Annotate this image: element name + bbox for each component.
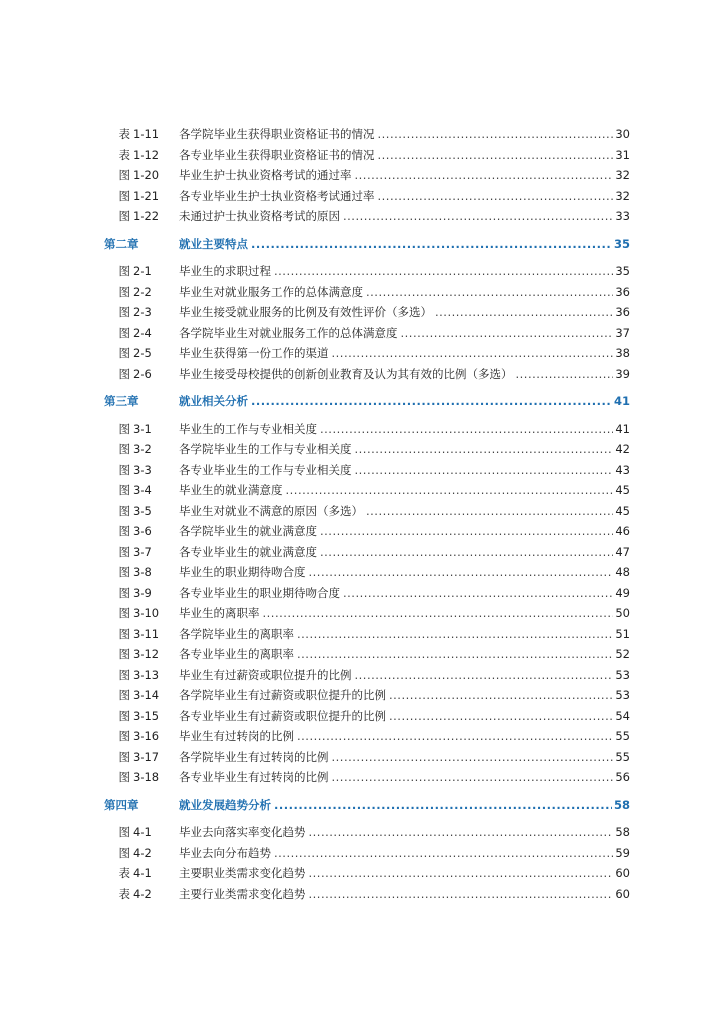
entry-kind: 图 (118, 188, 130, 203)
toc-entry[interactable] (104, 822, 630, 843)
entry-label (104, 501, 179, 522)
toc-entry[interactable] (104, 767, 630, 788)
entry-label (104, 165, 179, 186)
entry-title: 毕业生有过薪资或职位提升的比例 (179, 667, 352, 682)
dot-leader (343, 583, 613, 604)
entry-label (104, 726, 179, 747)
entry-number: 3-16 (133, 729, 160, 743)
entry-title: 主要行业类需求变化趋势 (179, 886, 306, 901)
toc-entry[interactable] (104, 726, 630, 747)
entry-number: 3-11 (133, 626, 160, 641)
entry-number: 4-1 (133, 866, 152, 880)
toc-entry[interactable] (104, 542, 630, 563)
entry-kind: 图 (118, 366, 130, 381)
entry-kind: 图 (118, 264, 130, 278)
entry-label (104, 419, 179, 440)
entry-kind: 表 (118, 147, 130, 162)
dot-leader (343, 206, 613, 227)
entry-label (104, 343, 179, 364)
entry-kind: 图 (118, 565, 130, 579)
entry-page-number: 56 (615, 770, 630, 784)
dot-leader (251, 234, 612, 255)
toc-entry[interactable] (104, 884, 630, 905)
entry-kind: 图 (118, 585, 130, 600)
dot-leader (366, 501, 613, 522)
chapter-page-number: 41 (613, 394, 630, 408)
entry-kind: 图 (118, 421, 130, 436)
entry-title: 各专业毕业生的离职率 (179, 647, 294, 661)
chapter-title: 就业主要特点 (179, 236, 248, 251)
entry-page-number: 39 (615, 366, 630, 381)
entry-number: 3-10 (133, 606, 160, 620)
entry-label (104, 323, 179, 344)
entry-title: 各学院毕业生的离职率 (179, 626, 294, 641)
dot-leader (309, 863, 614, 884)
entry-page-number: 52 (615, 647, 630, 661)
dot-leader (274, 795, 612, 816)
entry-kind: 图 (118, 667, 130, 682)
toc-entry[interactable] (104, 644, 630, 665)
dot-leader (297, 726, 613, 747)
entry-label (104, 124, 179, 145)
entry-kind: 图 (118, 524, 130, 538)
entry-number: 3-9 (133, 585, 152, 600)
entry-title: 各学院毕业生获得职业资格证书的情况 (179, 127, 375, 141)
entry-page-number: 46 (615, 524, 630, 538)
dot-leader (286, 480, 614, 501)
toc-entry[interactable] (104, 165, 630, 186)
entry-page-number: 53 (615, 688, 630, 702)
entry-title: 各学院毕业生的就业满意度 (179, 524, 317, 538)
entry-kind: 图 (118, 647, 130, 661)
dot-leader (297, 624, 613, 645)
dot-leader (389, 685, 613, 706)
entry-number: 3-3 (133, 462, 152, 477)
chapter-label: 第四章 (104, 797, 139, 812)
toc-entry[interactable] (104, 206, 630, 227)
dot-leader (332, 747, 614, 768)
entry-kind: 图 (118, 305, 130, 319)
toc-entry[interactable] (104, 603, 630, 624)
toc-entry[interactable] (104, 124, 630, 145)
entry-page-number: 41 (615, 421, 630, 436)
entry-title: 毕业生获得第一份工作的渠道 (179, 346, 329, 360)
entry-page-number: 42 (615, 442, 630, 456)
entry-title: 毕业生的离职率 (179, 606, 260, 620)
dot-leader (320, 521, 613, 542)
entry-page-number: 59 (615, 845, 630, 860)
entry-title: 主要职业类需求变化趋势 (179, 866, 306, 880)
chapter-title: 就业相关分析 (179, 394, 248, 408)
entry-label (104, 542, 179, 563)
toc-entry[interactable] (104, 186, 630, 207)
entry-label (104, 206, 179, 227)
entry-number: 3-1 (133, 421, 152, 436)
entry-kind: 图 (118, 325, 130, 340)
dot-leader (401, 323, 614, 344)
entry-kind: 图 (118, 346, 130, 360)
dot-leader (274, 843, 613, 864)
entry-page-number: 51 (615, 626, 630, 641)
entry-number: 3-6 (133, 524, 152, 538)
entry-number: 1-20 (133, 168, 160, 182)
entry-title: 毕业生的求职过程 (179, 264, 271, 278)
dot-leader (309, 562, 614, 583)
entry-page-number: 30 (615, 127, 630, 141)
entry-number: 1-21 (133, 188, 160, 203)
entry-number: 2-4 (133, 325, 152, 340)
dot-leader (378, 186, 614, 207)
entry-label (104, 863, 179, 884)
toc-entry[interactable] (104, 480, 630, 501)
dot-leader (320, 419, 613, 440)
entry-title: 各专业毕业生的职业期待吻合度 (179, 585, 340, 600)
dot-leader (332, 343, 614, 364)
dot-leader (516, 364, 614, 385)
entry-title: 各学院毕业生有过转岗的比例 (179, 749, 329, 764)
entry-label (104, 460, 179, 481)
entry-kind: 图 (118, 209, 130, 223)
entry-kind: 图 (118, 749, 130, 764)
toc-entry[interactable] (104, 145, 630, 166)
entry-page-number: 55 (615, 749, 630, 764)
entry-number: 3-12 (133, 647, 160, 661)
toc-entry[interactable] (104, 843, 630, 864)
entry-kind: 图 (118, 729, 130, 743)
entry-number: 3-7 (133, 544, 152, 559)
toc-entry[interactable] (104, 439, 630, 460)
entry-kind: 图 (118, 442, 130, 456)
entry-kind: 图 (118, 825, 130, 839)
entry-page-number: 50 (615, 606, 630, 620)
toc-entry[interactable] (104, 282, 630, 303)
toc-entry[interactable] (104, 323, 630, 344)
entry-number: 3-2 (133, 442, 152, 456)
chapter-heading[interactable] (104, 234, 630, 255)
entry-page-number: 33 (615, 209, 630, 223)
entry-label (104, 747, 179, 768)
dot-leader (355, 439, 614, 460)
entry-page-number: 36 (615, 284, 630, 299)
entry-number: 3-14 (133, 688, 160, 702)
toc-entry[interactable] (104, 624, 630, 645)
entry-label (104, 665, 179, 686)
entry-label (104, 480, 179, 501)
entry-page-number: 31 (615, 147, 630, 162)
toc-entry[interactable] (104, 665, 630, 686)
entry-title: 毕业去向落实率变化趋势 (179, 825, 306, 839)
chapter-heading[interactable] (104, 795, 630, 816)
entry-label (104, 562, 179, 583)
toc-entry[interactable] (104, 501, 630, 522)
dot-leader (366, 282, 613, 303)
toc-entry[interactable] (104, 521, 630, 542)
entry-label (104, 302, 179, 323)
entry-number: 3-13 (133, 667, 160, 682)
toc-entry[interactable] (104, 562, 630, 583)
entry-kind: 表 (118, 866, 130, 880)
entry-title: 毕业生的工作与专业相关度 (179, 421, 317, 436)
chapter-page-number: 58 (613, 797, 630, 812)
entry-page-number: 38 (615, 346, 630, 360)
entry-number: 3-4 (133, 483, 152, 497)
entry-number: 3-15 (133, 708, 160, 723)
entry-kind: 图 (118, 462, 130, 477)
dot-leader (378, 124, 614, 145)
dot-leader (378, 145, 614, 166)
entry-page-number: 32 (615, 188, 630, 203)
entry-label (104, 884, 179, 905)
dot-leader (355, 460, 614, 481)
entry-title: 毕业生接受母校提供的创新创业教育及认为其有效的比例（多选） (179, 366, 513, 381)
dot-leader (251, 391, 612, 412)
entry-kind: 图 (118, 284, 130, 299)
entry-label (104, 603, 179, 624)
entry-number: 3-18 (133, 770, 160, 784)
entry-title: 毕业生护士执业资格考试的通过率 (179, 168, 352, 182)
entry-title: 毕业生对就业服务工作的总体满意度 (179, 284, 363, 299)
entry-number: 3-8 (133, 565, 152, 579)
toc-entry[interactable] (104, 419, 630, 440)
entry-kind: 图 (118, 503, 130, 518)
entry-number: 4-2 (133, 845, 152, 860)
entry-page-number: 53 (615, 667, 630, 682)
entry-title: 毕业生对就业不满意的原因（多选） (179, 503, 363, 518)
entry-label (104, 186, 179, 207)
entry-number: 2-2 (133, 284, 152, 299)
entry-number: 4-1 (133, 825, 152, 839)
toc-entry[interactable] (104, 685, 630, 706)
entry-label (104, 644, 179, 665)
chapter-label: 第三章 (104, 394, 139, 408)
entry-number: 2-6 (133, 366, 152, 381)
entry-kind: 图 (118, 483, 130, 497)
entry-title: 各专业毕业生的工作与专业相关度 (179, 462, 352, 477)
entry-kind: 图 (118, 770, 130, 784)
entry-page-number: 49 (615, 585, 630, 600)
table-of-contents (104, 124, 630, 904)
entry-kind: 图 (118, 626, 130, 641)
entry-label (104, 439, 179, 460)
entry-number: 4-2 (133, 886, 152, 901)
entry-number: 2-3 (133, 305, 152, 319)
entry-label (104, 364, 179, 385)
entry-label (104, 685, 179, 706)
dot-leader (435, 302, 613, 323)
dot-leader (355, 665, 614, 686)
entry-page-number: 58 (615, 825, 630, 839)
entry-page-number: 37 (615, 325, 630, 340)
chapter-title: 就业发展趋势分析 (179, 797, 271, 812)
toc-entry[interactable] (104, 261, 630, 282)
entry-page-number: 35 (615, 264, 630, 278)
dot-leader (263, 603, 614, 624)
entry-label (104, 843, 179, 864)
entry-title: 毕业生有过转岗的比例 (179, 729, 294, 743)
entry-label (104, 282, 179, 303)
toc-entry[interactable] (104, 460, 630, 481)
entry-number: 2-5 (133, 346, 152, 360)
entry-title: 各专业毕业生有过转岗的比例 (179, 770, 329, 784)
entry-label (104, 706, 179, 727)
entry-kind: 图 (118, 544, 130, 559)
entry-page-number: 60 (615, 866, 630, 880)
entry-page-number: 60 (615, 886, 630, 901)
entry-number: 2-1 (133, 264, 152, 278)
entry-label (104, 767, 179, 788)
entry-title: 各专业毕业生获得职业资格证书的情况 (179, 147, 375, 162)
entry-title: 毕业去向分布趋势 (179, 845, 271, 860)
entry-number: 3-17 (133, 749, 160, 764)
entry-page-number: 45 (615, 483, 630, 497)
entry-title: 各专业毕业生有过薪资或职位提升的比例 (179, 708, 386, 723)
toc-entry[interactable] (104, 583, 630, 604)
entry-page-number: 47 (615, 544, 630, 559)
toc-entry[interactable] (104, 706, 630, 727)
chapter-page-number: 35 (613, 236, 630, 251)
entry-page-number: 43 (615, 462, 630, 477)
toc-entry[interactable] (104, 747, 630, 768)
dot-leader (274, 261, 613, 282)
chapter-label: 第二章 (104, 236, 139, 251)
entry-title: 毕业生的就业满意度 (179, 483, 283, 497)
entry-title: 各专业毕业生的就业满意度 (179, 544, 317, 559)
entry-number: 1-12 (133, 147, 160, 162)
chapter-heading[interactable] (104, 391, 630, 412)
entry-number: 1-11 (133, 127, 160, 141)
entry-number: 3-5 (133, 503, 152, 518)
entry-page-number: 32 (615, 168, 630, 182)
dot-leader (389, 706, 613, 727)
entry-kind: 图 (118, 168, 130, 182)
entry-page-number: 48 (615, 565, 630, 579)
entry-page-number: 54 (615, 708, 630, 723)
entry-label (104, 583, 179, 604)
entry-kind: 图 (118, 606, 130, 620)
dot-leader (309, 884, 614, 905)
entry-title: 毕业生接受就业服务的比例及有效性评价（多选） (179, 305, 432, 319)
entry-kind: 图 (118, 708, 130, 723)
entry-page-number: 45 (615, 503, 630, 518)
entry-kind: 表 (118, 886, 130, 901)
entry-title: 各学院毕业生对就业服务工作的总体满意度 (179, 325, 398, 340)
dot-leader (309, 822, 614, 843)
entry-page-number: 55 (615, 729, 630, 743)
entry-label (104, 145, 179, 166)
dot-leader (332, 767, 614, 788)
entry-title: 未通过护士执业资格考试的原因 (179, 209, 340, 223)
entry-label (104, 822, 179, 843)
entry-label (104, 521, 179, 542)
toc-entry[interactable] (104, 364, 630, 385)
entry-kind: 表 (118, 127, 130, 141)
dot-leader (355, 165, 614, 186)
entry-kind: 图 (118, 688, 130, 702)
entry-title: 毕业生的职业期待吻合度 (179, 565, 306, 579)
entry-page-number: 36 (615, 305, 630, 319)
toc-entry[interactable] (104, 863, 630, 884)
dot-leader (297, 644, 613, 665)
entry-title: 各专业毕业生护士执业资格考试通过率 (179, 188, 375, 203)
entry-title: 各学院毕业生有过薪资或职位提升的比例 (179, 688, 386, 702)
entry-title: 各学院毕业生的工作与专业相关度 (179, 442, 352, 456)
entry-number: 1-22 (133, 209, 160, 223)
entry-label (104, 624, 179, 645)
dot-leader (320, 542, 613, 563)
toc-entry[interactable] (104, 302, 630, 323)
toc-entry[interactable] (104, 343, 630, 364)
entry-label (104, 261, 179, 282)
entry-kind: 图 (118, 845, 130, 860)
